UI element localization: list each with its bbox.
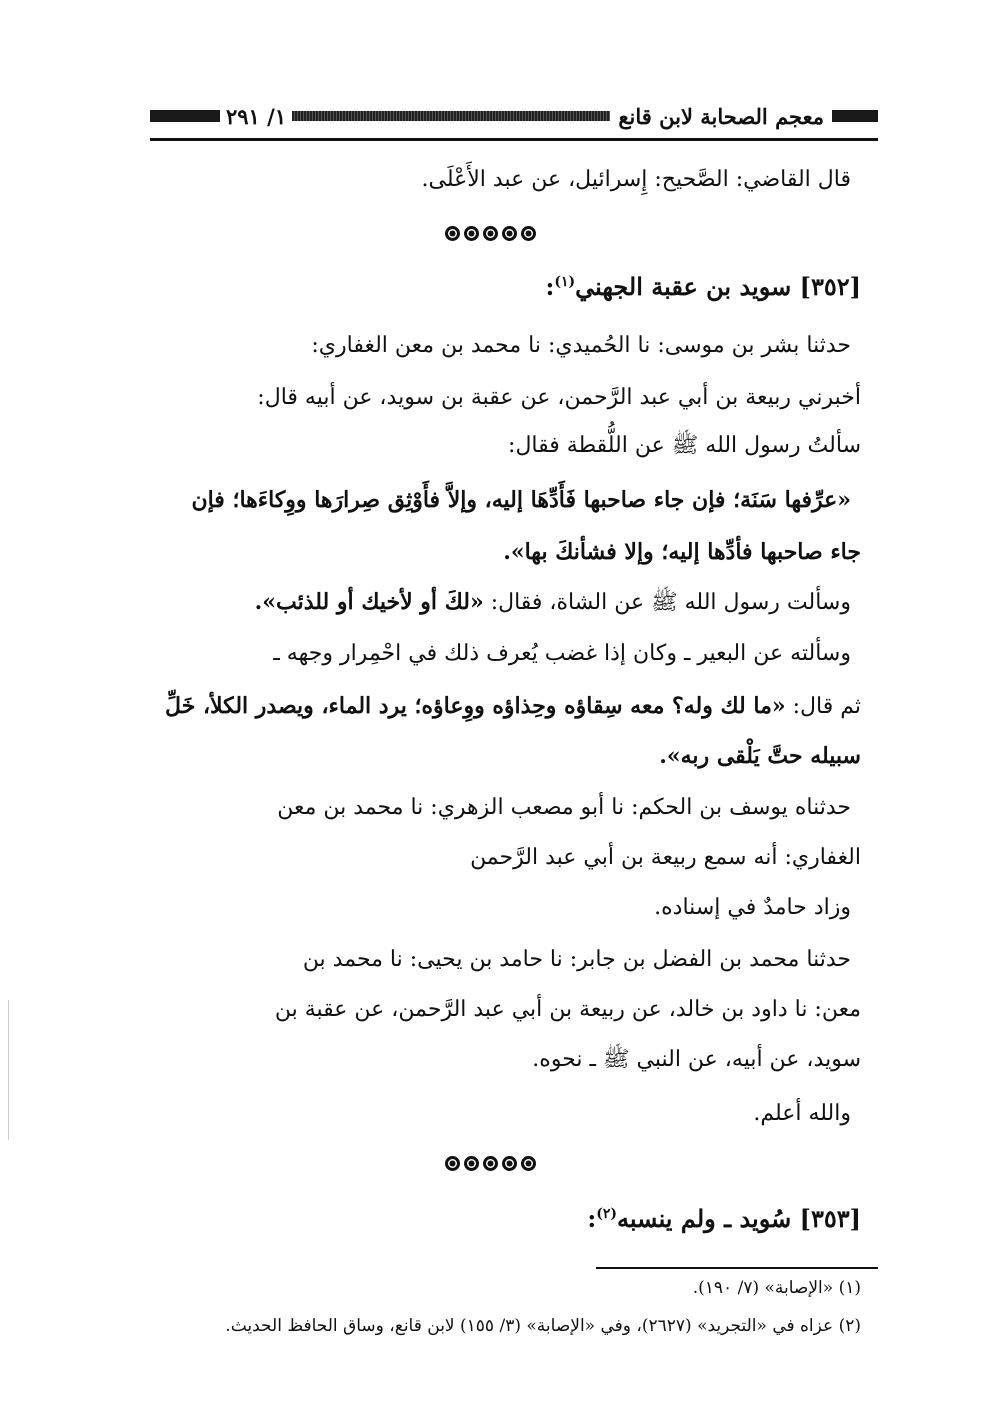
header-page-number: ١/ ٢٩١ bbox=[226, 103, 287, 129]
text-line-mixed bbox=[168, 576, 851, 629]
entry-heading-353 bbox=[587, 1204, 861, 1233]
text-segment: ثم قال: bbox=[785, 694, 861, 719]
entry-colon: : bbox=[545, 272, 555, 301]
scan-margin-mark bbox=[8, 1000, 9, 1140]
footnote-1: (١) «الإصابة» (٧/ ١٩٠). bbox=[692, 1278, 861, 1298]
ornament-star-icon bbox=[502, 1156, 517, 1171]
hadith-line: سبيله حتَّ يَلْقى ربه». bbox=[659, 743, 861, 769]
text-line: حدثناه يوسف بن الحكم: نا أبو مصعب الزهري: نا محمد بن معن bbox=[277, 795, 851, 820]
ornament-star-icon bbox=[483, 226, 498, 241]
text-line: حدثنا محمد بن الفضل بن جابر: نا حامد بن يحيى: نا محمد بن bbox=[302, 947, 851, 972]
text-line: سألتُ رسول الله ﷺ عن اللُّقطة فقال: bbox=[508, 433, 861, 458]
hadith-line: جاء صاحبها فأدِّها إليه؛ وإلا فشأنكَ بها». bbox=[503, 539, 861, 565]
ornament-star-icon bbox=[502, 226, 517, 241]
ornament-star-icon bbox=[521, 1156, 536, 1171]
hadith-line: «عرِّفها سَنَة؛ فإن جاء صاحبها فَأَدِّهَا إليه، وإلاَّ فأَوْثِق صِرارَها ووِكاءَها؛ فإن bbox=[191, 487, 851, 513]
text-line: معن: نا داود بن خالد، عن ربيعة بن أبي عبد الرَّحمن، عن عقبة بن bbox=[274, 997, 861, 1022]
text-segment: وسألت رسول الله ﷺ عن الشاة، فقال: bbox=[483, 590, 851, 615]
footnote-2: (٢) عزاه في «التجريد» (٢٦٢٧)، وفي «الإصابة» (٣/ ١٥٥) لابن قانع، وساق الحافظ الحديث. bbox=[225, 1316, 861, 1336]
hadith-segment: «ما لك وله؟ معه سِقاؤه وحِذاؤه ووِعاؤه؛ يرد الماء، ويصدر الكلأ، خَلِّ bbox=[165, 693, 786, 719]
text-line: قال القاضي: الصَّحيح: إِسرائيل، عن عبد الأَعْلَى. bbox=[421, 167, 851, 192]
ornament-star-icon bbox=[521, 226, 536, 241]
text-line: وزاد حامدٌ في إسناده. bbox=[654, 895, 851, 920]
text-line: أخبرني ربيعة بن أبي عبد الرَّحمن، عن عقبة بن سويد، عن أبيه قال: bbox=[257, 385, 861, 410]
text-line-mixed bbox=[148, 680, 861, 733]
header-bar-left bbox=[150, 110, 220, 122]
text-line: والله أعلم. bbox=[753, 1101, 851, 1126]
section-separator bbox=[0, 1156, 981, 1171]
text-line: سويد، عن أبيه، عن النبي ﷺ ـ نحوه. bbox=[532, 1047, 861, 1072]
header-bar-middle bbox=[292, 111, 610, 121]
ornament-star-icon bbox=[445, 1156, 460, 1171]
header-book-title: معجم الصحابة لابن قانع bbox=[618, 103, 824, 129]
entry-title: [٣٥٢] سويد بن عقبة الجهني bbox=[575, 272, 861, 301]
ornament-star-icon bbox=[464, 226, 479, 241]
entry-title: [٣٥٣] سُويد ـ ولم ينسبه bbox=[617, 1204, 861, 1233]
footnote-rule bbox=[596, 1267, 878, 1269]
section-separator bbox=[0, 226, 981, 241]
running-header bbox=[150, 100, 878, 132]
entry-colon: : bbox=[587, 1204, 597, 1233]
text-line: حدثنا بشر بن موسى: نا الحُميدي: نا محمد بن معن الغفاري: bbox=[311, 333, 851, 358]
header-bar-right bbox=[832, 110, 878, 122]
hadith-segment: «لكَ أو لأخيك أو للذئب». bbox=[254, 589, 484, 615]
ornament-star-icon bbox=[483, 1156, 498, 1171]
footnote-ref[interactable]: (١) bbox=[554, 274, 576, 290]
text-line: الغفاري: أنه سمع ربيعة بن أبي عبد الرَّحمن bbox=[470, 845, 861, 870]
ornament-star-icon bbox=[464, 1156, 479, 1171]
entry-heading-352 bbox=[545, 272, 861, 301]
header-rule bbox=[150, 138, 878, 141]
footnote-ref[interactable]: (٢) bbox=[596, 1206, 618, 1222]
text-line: وسألته عن البعير ـ وكان إذا غضب يُعرف ذلك في احْمِرار وجهه ـ bbox=[273, 641, 851, 666]
ornament-star-icon bbox=[445, 226, 460, 241]
